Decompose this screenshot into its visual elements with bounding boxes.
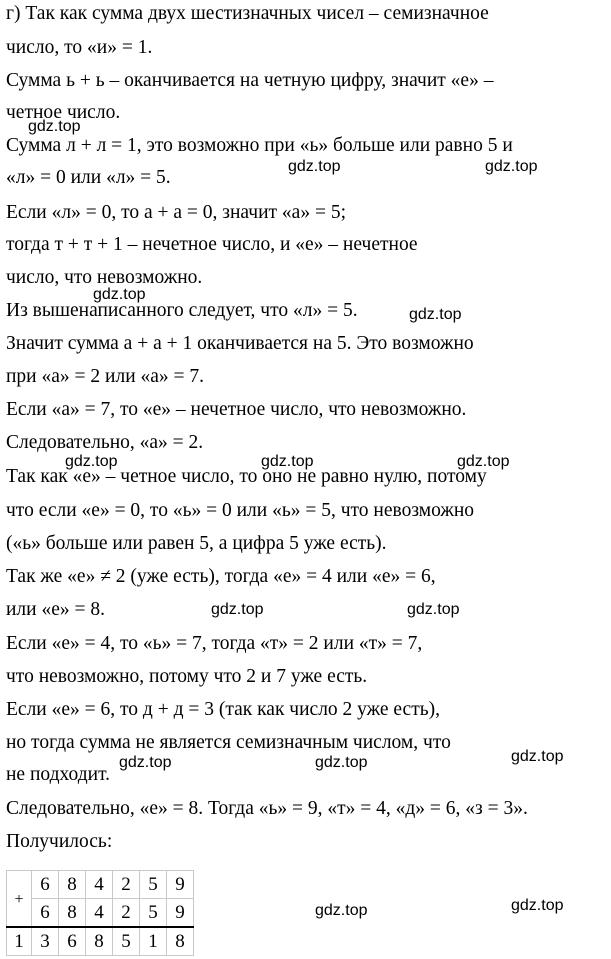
watermark: gdz.top	[457, 453, 510, 470]
text-line: Так же «е» ≠ 2 (уже есть), тогда «е» = 4 или «е» = 6,	[6, 566, 436, 587]
digit-cell: 6	[59, 927, 86, 956]
watermark: gdz.top	[65, 453, 118, 470]
digit-cell: 8	[167, 927, 194, 956]
watermark: gdz.top	[315, 902, 368, 919]
text-line: Следовательно, «е» = 8. Тогда «ь» = 9, «т» = 4, «д» = 6, «з = 3».	[6, 798, 528, 819]
watermark: gdz.top	[211, 601, 264, 618]
digit-cell: 4	[86, 871, 113, 899]
text-line: или «е» = 8.	[6, 599, 106, 620]
text-line: («ь» больше или равен 5, а цифра 5 уже есть).	[6, 533, 387, 554]
text-line: Из вышенаписанного следует, что «л» = 5.	[6, 300, 358, 321]
digit-cell: 5	[113, 927, 140, 956]
text-line: Если «е» = 6, то д + д = 3 (так как число 2 уже есть),	[6, 699, 440, 720]
text-line: Так как «е» – четное число, то оно не равно нулю, потому	[6, 466, 487, 487]
watermark: gdz.top	[28, 118, 81, 135]
text-line: Если «е» = 4, то «ь» = 7, тогда «т» = 2 или «т» = 7,	[6, 633, 423, 654]
text-line: Если «а» = 7, то «е» – нечетное число, что невозможно.	[6, 399, 467, 420]
watermark: gdz.top	[511, 748, 564, 765]
text-line: «л» = 0 или «л» = 5.	[6, 167, 171, 188]
plus-sign: +	[7, 871, 32, 928]
text-line: тогда т + т + 1 – нечетное число, и «е» – нечетное	[6, 234, 418, 255]
digit-cell: 9	[167, 899, 194, 928]
watermark: gdz.top	[288, 158, 341, 175]
text-line: при «а» = 2 или «а» = 7.	[6, 366, 205, 387]
digit-cell: 4	[86, 899, 113, 928]
text-line: число, что невозможно.	[6, 267, 203, 288]
text-line: Получилось:	[6, 831, 113, 852]
digit-cell: 5	[140, 871, 167, 899]
text-line: число, то «и» = 1.	[6, 37, 153, 58]
text-line: Сумма л + л = 1, это возможно при «ь» больше или равно 5 и	[6, 135, 513, 156]
text-line: Значит сумма а + а + 1 оканчивается на 5. Это возможно	[6, 333, 474, 354]
text-line: что невозможно, потому что 2 и 7 уже есть.	[6, 666, 368, 687]
sum-row	[7, 927, 194, 956]
text-line: Если «л» = 0, то а + а = 0, значит «а» = 5;	[6, 202, 347, 223]
digit-cell: 3	[32, 927, 59, 956]
digit-cell: 8	[59, 871, 86, 899]
text-line: Сумма ь + ь – оканчивается на четную цифру, значит «е» –	[6, 70, 494, 91]
addend-row-2	[7, 899, 194, 928]
watermark: gdz.top	[261, 453, 314, 470]
text-line: но тогда сумма не является семизначным числом, что	[6, 732, 451, 753]
text-line: четное число.	[6, 102, 121, 123]
text-line: г) Так как сумма двух шестизначных чисел – семизначное	[6, 3, 489, 24]
digit-cell: 8	[86, 927, 113, 956]
watermark: gdz.top	[511, 897, 564, 914]
watermark: gdz.top	[409, 306, 462, 323]
text-line: что если «е» = 0, то «ь» = 0 или «ь» = 5, что невозможно	[6, 500, 475, 521]
digit-cell: 6	[32, 871, 59, 899]
column-addition	[6, 870, 194, 956]
addend-row-1	[7, 871, 194, 899]
digit-cell: 9	[167, 871, 194, 899]
digit-cell: 5	[140, 899, 167, 928]
watermark: gdz.top	[93, 286, 146, 303]
text-line: Следовательно, «а» = 2.	[6, 432, 204, 453]
digit-cell: 8	[59, 899, 86, 928]
text-line: не подходит.	[6, 764, 110, 785]
digit-cell: 1	[140, 927, 167, 956]
digit-cell: 6	[32, 899, 59, 928]
digit-cell: 2	[113, 871, 140, 899]
digit-cell: 2	[113, 899, 140, 928]
watermark: gdz.top	[485, 158, 538, 175]
watermark: gdz.top	[407, 601, 460, 618]
watermark: gdz.top	[315, 754, 368, 771]
watermark: gdz.top	[119, 754, 172, 771]
digit-cell: 1	[7, 927, 32, 956]
